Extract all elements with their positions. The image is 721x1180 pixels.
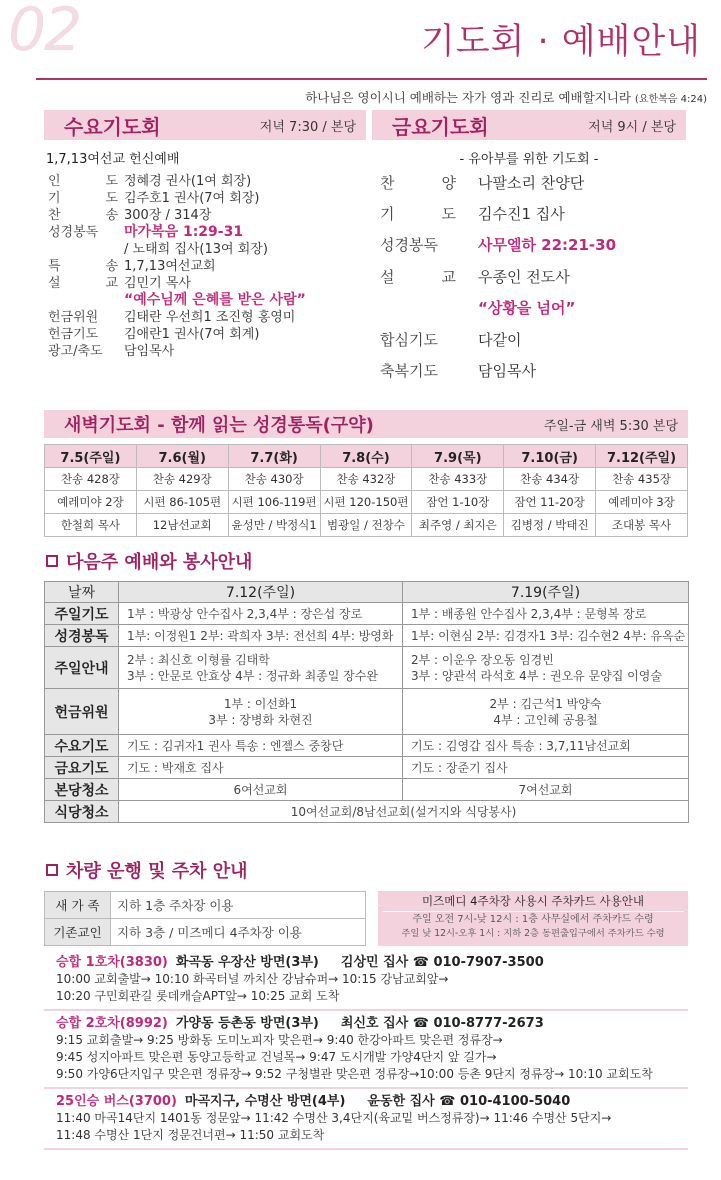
table-cell [403, 757, 689, 779]
order-label [48, 292, 124, 309]
cell-line: 3부 : 안문로 안효상 4부 : 정규화 최종일 장수완 [127, 668, 378, 683]
order-label [380, 298, 456, 318]
row-label: 성경봉독 [45, 625, 119, 647]
table-header-cell: 7.9(목) [412, 445, 504, 468]
bus-stop-line: 10:00 교회출발→ 10:10 화곡터널 까치산 강남슈퍼→ 10:15 강남교회앞→ [56, 972, 449, 986]
order-value: 김민기 목사 [124, 276, 191, 291]
table-cell: 윤성만 / 박정식1 [228, 514, 320, 537]
table-cell [119, 625, 403, 647]
order-row [380, 173, 686, 193]
bus-heading [56, 1015, 688, 1032]
bus-area: 마곡지구, 수명산 방면(4부) [184, 1094, 346, 1109]
next-week-table [44, 581, 689, 823]
order-label: 설 교 [380, 268, 456, 286]
order-label: 성경봉독 [48, 225, 99, 240]
table-row [45, 689, 689, 735]
bus-driver: 김상민 집사 ☎ 010-7907-3500 [340, 955, 544, 970]
title-divider [36, 78, 707, 80]
order-label: 인 도 [48, 174, 118, 189]
cell-line: 4부 : 고인혜 공용철 [493, 712, 598, 727]
order-value: 김주호1 권사(7여 회장) [124, 191, 260, 206]
dawn-schedule-table [44, 444, 688, 537]
dawn-header [44, 410, 688, 438]
order-label: 헌금위원 [48, 310, 99, 325]
row-label: 주일안내 [45, 647, 119, 689]
parking-value: 지하 1층 주차장 이용 [111, 892, 366, 919]
parking-card-notice [378, 891, 688, 946]
bus-number: 승합 1호차(3830) [56, 955, 168, 970]
table-row [45, 779, 689, 801]
order-label: 합심기도 [380, 331, 438, 349]
bus-driver: 윤동한 집사 ☎ 010-4100-5040 [367, 1094, 571, 1109]
cell-line: 기도 : 장준기 집사 [411, 760, 508, 775]
bus-heading [56, 954, 688, 971]
order-value: 300장 / 314장 [124, 208, 212, 223]
row-label: 주일기도 [45, 603, 119, 625]
order-value: 나팔소리 찬양단 [478, 174, 585, 192]
wednesday-time: 저녁 7:30 / 본당 [259, 119, 356, 135]
cell-line: 기도 : 김귀자1 권사 특송 : 엔젤스 중창단 [127, 738, 344, 753]
next-week-heading [44, 548, 688, 574]
wednesday-order-list [44, 173, 366, 360]
table-cell: 찬송 435장 [596, 468, 688, 491]
table-cell [403, 735, 689, 757]
notice-line: 주일 오전 7시-낮 12시 : 1층 사무실에서 주차카드 수령 [412, 914, 654, 925]
cell-line: 7여선교회 [518, 782, 573, 797]
order-row [48, 258, 366, 275]
table-header-cell: 7.10(금) [504, 445, 596, 468]
order-row [380, 267, 686, 287]
table-cell: 찬송 429장 [136, 468, 228, 491]
order-row [380, 204, 686, 224]
order-row [48, 241, 366, 258]
order-label: 기 도 [48, 191, 118, 206]
cell-line: 3부 : 양관석 라석호 4부 : 권오유 문양집 이영술 [411, 668, 662, 683]
table-cell: 시편 106-119편 [228, 491, 320, 514]
table-cell [403, 689, 689, 735]
next-week-section [44, 548, 688, 823]
parking-area [44, 891, 688, 946]
dawn-time: 주일-금 새벽 5:30 본당 [543, 418, 678, 434]
order-value: 사무엘하 22:21-30 [478, 236, 617, 254]
order-label: 광고/축도 [48, 344, 103, 359]
bus-stop-line: 10:20 구민회관길 롯데캐슬APT앞→ 10:25 교회 도착 [56, 989, 340, 1003]
table-cell [119, 735, 403, 757]
table-cell: 잠언 1-10장 [412, 491, 504, 514]
wednesday-header [44, 110, 366, 140]
order-row [48, 343, 366, 360]
bus-heading [56, 1093, 688, 1110]
order-label: 축복기도 [380, 362, 438, 380]
order-value: “상황을 넘어” [478, 299, 576, 317]
table-cell: 예레미야 2장 [45, 491, 137, 514]
table-cell: 10여선교회/8남선교회(설거지와 식당봉사) [119, 801, 689, 823]
cell-line: 2부 : 최신호 이형률 김태학 [127, 652, 270, 667]
table-cell: 찬송 428장 [45, 468, 137, 491]
order-row [380, 361, 686, 381]
table-cell: 잠언 11-20장 [504, 491, 596, 514]
parking-row [45, 892, 366, 919]
cell-line: 기도 : 박재호 집사 [127, 760, 224, 775]
table-cell: 찬송 433장 [412, 468, 504, 491]
table-cell: 예레미야 3장 [596, 491, 688, 514]
bus-number: 25인승 버스(3700) [56, 1094, 177, 1109]
order-value: 다같이 [478, 331, 522, 349]
table-row [45, 468, 688, 491]
order-value: / 노태희 집사(13여 회장) [124, 242, 268, 257]
parking-row [45, 919, 366, 946]
friday-order-list [372, 173, 686, 381]
table-cell [119, 603, 403, 625]
order-row [48, 292, 366, 309]
bus-route [44, 1011, 688, 1089]
cell-line: 2부 : 김근석1 박양숙 [489, 696, 602, 711]
bus-route [44, 1089, 688, 1150]
cell-line: 1부 : 이선화1 [223, 696, 298, 711]
order-label: 찬 송 [48, 208, 118, 223]
verse-reference: (요한복음 4:24) [634, 94, 707, 105]
bus-stop-line: 9:15 교회출발→ 9:25 방화동 도미노피자 맞은편→ 9:40 한강아파트 맞은편 정류장→ [56, 1033, 503, 1047]
order-value: 김애란1 권사(7여 회계) [124, 327, 260, 342]
order-row [48, 309, 366, 326]
order-label: 특 송 [48, 259, 118, 274]
row-label: 금요기도 [45, 757, 119, 779]
cell-line: 3부 : 장병화 차현진 [208, 712, 313, 727]
table-cell [119, 757, 403, 779]
order-value: 마가복음 1:29-31 [124, 224, 244, 240]
page-number: 02 [8, 0, 81, 65]
order-row [48, 224, 366, 241]
order-label: 설 교 [48, 276, 118, 291]
table-cell [119, 689, 403, 735]
table-header-cell: 7.7(화) [228, 445, 320, 468]
order-value: 김태란 우선희1 조진형 홍영미 [124, 310, 296, 325]
table-cell: 김병정 / 박태진 [504, 514, 596, 537]
square-bullet-icon [46, 555, 58, 567]
parking-table [44, 891, 366, 946]
table-cell [403, 779, 689, 801]
bus-route [44, 950, 688, 1011]
order-value: 1,7,13여선교회 [124, 259, 216, 274]
table-row [45, 801, 689, 823]
table-cell: 한철희 목사 [45, 514, 137, 537]
table-cell: 범광일 / 전창수 [320, 514, 412, 537]
friday-header [372, 110, 686, 140]
table-row [45, 735, 689, 757]
table-cell [403, 625, 689, 647]
row-label: 헌금위원 [45, 689, 119, 735]
table-header-row [45, 582, 689, 603]
page-title: 기도회 · 예배안내 [420, 22, 701, 62]
table-cell [403, 603, 689, 625]
parking-label: 기존교인 [45, 919, 111, 946]
table-row [45, 491, 688, 514]
bus-stop-line: 9:50 가양6단지입구 맞은편 정류장→ 9:52 구청별관 맞은편 정류장→10:00 등촌 9단지 정류장→ 10:10 교회도착 [56, 1067, 653, 1081]
car-heading [44, 857, 688, 883]
table-cell [119, 647, 403, 689]
order-label: 찬 양 [380, 174, 456, 192]
cell-line: 6여선교회 [233, 782, 288, 797]
cell-line: 1부 : 배종원 안수집사 2,3,4부 : 문형복 장로 [411, 606, 647, 621]
order-value: “예수님께 은혜를 받은 사람” [124, 292, 306, 308]
bus-routes [44, 950, 688, 1150]
table-row [45, 514, 688, 537]
parking-label: 새 가 족 [45, 892, 111, 919]
row-label: 본당청소 [45, 779, 119, 801]
table-cell: 찬송 434장 [504, 468, 596, 491]
order-row [48, 190, 366, 207]
bus-stop-line: 9:45 성지아파트 맞은편 동양고등학교 건널목→ 9:47 도시개발 가양4단지 앞 길가→ [56, 1050, 497, 1064]
table-header-cell: 7.19(주일) [403, 582, 689, 603]
notice-title: 미즈메디 4주차장 사용시 주차카드 사용안내 [382, 893, 684, 912]
table-cell: 시편 120-150편 [320, 491, 412, 514]
table-header-cell: 7.12(주일) [596, 445, 688, 468]
square-bullet-icon [46, 864, 58, 876]
scripture-verse [305, 88, 707, 106]
table-row [45, 647, 689, 689]
table-header-cell: 7.8(수) [320, 445, 412, 468]
car-title: 차량 운행 및 주차 안내 [66, 861, 248, 882]
friday-prayer-section [372, 110, 686, 392]
dawn-title: 새벽기도회 - 함께 읽는 성경통독(구약) [64, 415, 374, 436]
order-row [380, 298, 686, 318]
bus-stop-line: 11:40 마곡14단지 1401동 정문앞→ 11:42 수명산 3,4단지(육교밑 버스정류장)→ 11:46 수명산 5단지→ [56, 1111, 612, 1125]
friday-subtitle: - 유아부를 위한 기도회 - [459, 152, 599, 167]
order-value: 김수진1 집사 [478, 205, 565, 223]
dawn-prayer-section [44, 410, 688, 537]
order-row [48, 326, 366, 343]
order-row [48, 207, 366, 224]
car-section [44, 857, 688, 1150]
cell-line: 1부 : 박광상 안수집사 2,3,4부 : 장은섭 장로 [127, 606, 363, 621]
cell-line: 기도 : 김영갑 집사 특송 : 3,7,11남선교회 [411, 738, 631, 753]
cell-line: 2부 : 이운우 장오동 임경빈 [411, 652, 554, 667]
order-value: 정혜경 권사(1여 회장) [124, 174, 252, 189]
order-row [48, 173, 366, 190]
table-row [45, 603, 689, 625]
table-cell: 조대봉 목사 [596, 514, 688, 537]
table-row [45, 625, 689, 647]
order-row [48, 275, 366, 292]
parking-value: 지하 3층 / 미즈메디 4주차장 이용 [111, 919, 366, 946]
table-cell: 시편 86-105편 [136, 491, 228, 514]
verse-text: 하나님은 영이시니 예배하는 자가 영과 진리로 예배할지니라 [305, 90, 631, 105]
order-value: 담임목사 [124, 344, 175, 359]
order-label [48, 241, 124, 258]
table-cell: 최주영 / 최지은 [412, 514, 504, 537]
table-header-cell: 7.12(주일) [119, 582, 403, 603]
bus-driver: 최신호 집사 ☎ 010-8777-2673 [340, 1016, 544, 1031]
wednesday-prayer-section [44, 110, 366, 360]
order-label: 성경봉독 [380, 236, 438, 254]
wednesday-title: 수요기도회 [64, 114, 161, 139]
cell-line: 1부: 이현심 2부: 김경자1 3부: 김수현2 4부: 유옥순 [411, 628, 686, 643]
order-label: 기 도 [380, 205, 456, 223]
row-label: 수요기도 [45, 735, 119, 757]
table-cell: 12남선교회 [136, 514, 228, 537]
order-row [380, 235, 686, 255]
bus-area: 가양동 등촌동 방면(3부) [175, 1016, 319, 1031]
bus-area: 화곡동 우장산 방면(3부) [175, 955, 319, 970]
order-value: 우종인 전도사 [478, 268, 570, 286]
friday-time: 저녁 9시 / 본당 [588, 119, 676, 135]
friday-title: 금요기도회 [392, 114, 489, 139]
order-value: 담임목사 [478, 362, 536, 380]
bus-number: 승합 2호차(8992) [56, 1016, 168, 1031]
table-header-cell: 날짜 [45, 582, 119, 603]
table-cell: 찬송 430장 [228, 468, 320, 491]
order-row [380, 330, 686, 350]
cell-line: 1부: 이정원1 2부: 곽희자 3부: 전선희 4부: 방영화 [127, 628, 394, 643]
notice-line: 주일 낮 12시-오후 1시 : 지하 2층 동편출입구에서 주차카드 수령 [401, 928, 665, 939]
table-cell [403, 647, 689, 689]
table-cell [119, 779, 403, 801]
table-header-cell: 7.6(월) [136, 445, 228, 468]
wednesday-subtitle: 1,7,13여선교 헌신예배 [46, 152, 180, 167]
bus-stop-line: 11:48 수명산 1단지 정문건너편→ 11:50 교회도착 [56, 1128, 325, 1142]
order-label: 헌금기도 [48, 327, 99, 342]
table-header-row [45, 445, 688, 468]
table-header-cell: 7.5(주일) [45, 445, 137, 468]
table-cell: 찬송 432장 [320, 468, 412, 491]
next-week-title: 다음주 예배와 봉사안내 [66, 552, 253, 573]
row-label: 식당청소 [45, 801, 119, 823]
table-row [45, 757, 689, 779]
